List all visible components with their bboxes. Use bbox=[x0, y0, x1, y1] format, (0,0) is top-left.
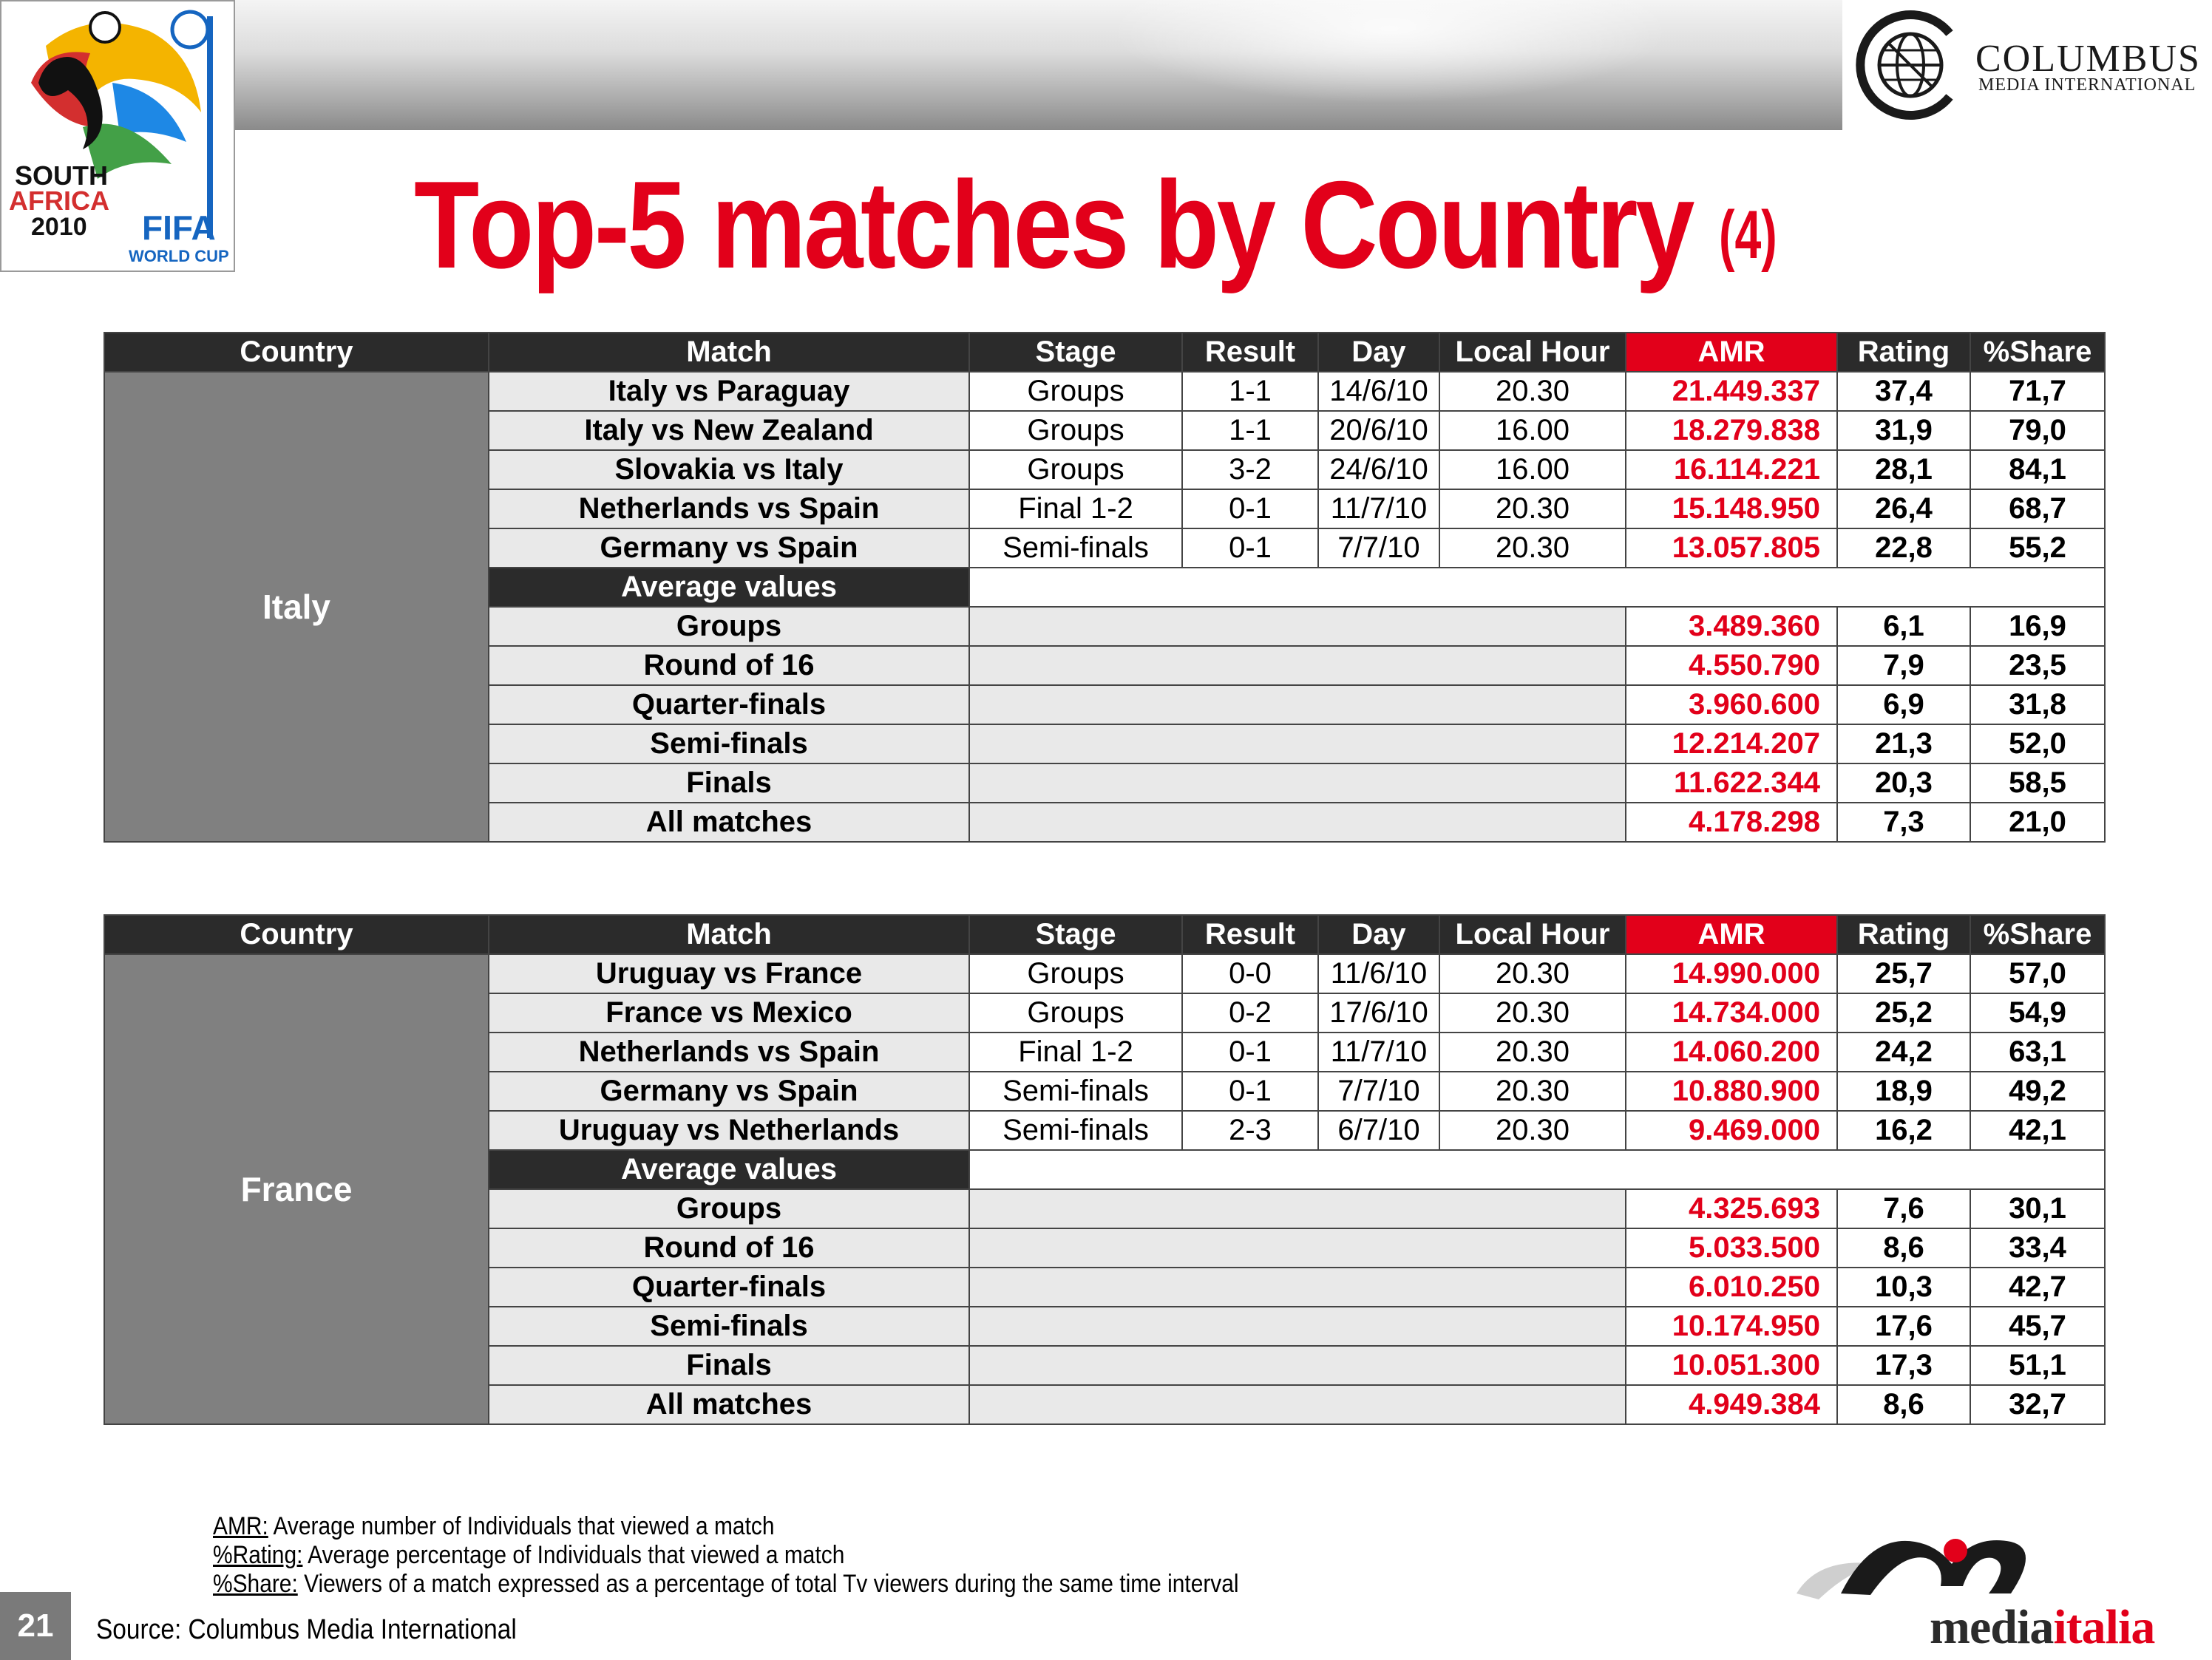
share-cell: 54,9 bbox=[1970, 993, 2105, 1033]
amr-cell: 4.550.790 bbox=[1626, 646, 1837, 685]
rating-cell: 21,3 bbox=[1837, 724, 1970, 763]
amr-cell: 3.960.600 bbox=[1626, 685, 1837, 724]
share-cell: 58,5 bbox=[1970, 763, 2105, 803]
country-cell: Italy bbox=[104, 372, 489, 842]
result-cell: 0-1 bbox=[1182, 1072, 1318, 1111]
rating-cell: 24,2 bbox=[1837, 1033, 1970, 1072]
average-label: Groups bbox=[489, 1189, 969, 1228]
average-label: Finals bbox=[489, 1346, 969, 1385]
mediaitalia-wordmark bbox=[1930, 1599, 2154, 1656]
average-spacer bbox=[969, 1228, 1626, 1268]
rating-cell: 25,7 bbox=[1837, 954, 1970, 993]
hour-cell: 20.30 bbox=[1439, 528, 1626, 568]
col-day: Day bbox=[1318, 333, 1439, 372]
rating-cell: 7,3 bbox=[1837, 803, 1970, 842]
amr-cell: 4.178.298 bbox=[1626, 803, 1837, 842]
amr-cell: 12.214.207 bbox=[1626, 724, 1837, 763]
stage-cell: Final 1-2 bbox=[969, 489, 1182, 528]
match-cell: Netherlands vs Spain bbox=[489, 1033, 969, 1072]
share-cell: 71,7 bbox=[1970, 372, 2105, 411]
world-cup-logo bbox=[0, 0, 235, 272]
header-swoosh bbox=[1109, 0, 1671, 103]
col-rating: Rating bbox=[1837, 915, 1970, 954]
blank-cell bbox=[969, 1150, 2105, 1189]
title-main: Top-5 matches by Country bbox=[414, 155, 1693, 294]
amr-cell: 14.734.000 bbox=[1626, 993, 1837, 1033]
globe-icon bbox=[1842, 0, 1968, 130]
share-cell: 31,8 bbox=[1970, 685, 2105, 724]
amr-cell: 14.060.200 bbox=[1626, 1033, 1837, 1072]
col-stage: Stage bbox=[969, 915, 1182, 954]
stage-cell: Semi-finals bbox=[969, 1072, 1182, 1111]
share-cell: 49,2 bbox=[1970, 1072, 2105, 1111]
col-rating: Rating bbox=[1837, 333, 1970, 372]
day-cell: 11/7/10 bbox=[1318, 489, 1439, 528]
table-row bbox=[104, 372, 2105, 411]
page-title bbox=[414, 154, 1893, 316]
col-local-hour: Local Hour bbox=[1439, 915, 1626, 954]
share-cell: 32,7 bbox=[1970, 1385, 2105, 1424]
average-spacer bbox=[969, 1268, 1626, 1307]
share-cell: 55,2 bbox=[1970, 528, 2105, 568]
rating-cell: 10,3 bbox=[1837, 1268, 1970, 1307]
logo-south-text: SOUTH bbox=[15, 160, 108, 191]
rating-cell: 6,1 bbox=[1837, 607, 1970, 646]
day-cell: 7/7/10 bbox=[1318, 1072, 1439, 1111]
hour-cell: 20.30 bbox=[1439, 954, 1626, 993]
share-cell: 16,9 bbox=[1970, 607, 2105, 646]
col-stage: Stage bbox=[969, 333, 1182, 372]
definition-text: Viewers of a match expressed as a percentage of total Tv viewers during the same time interval bbox=[297, 1570, 1239, 1598]
hour-cell: 20.30 bbox=[1439, 1111, 1626, 1150]
logo-worldcup-text: WORLD CUP bbox=[129, 247, 229, 265]
amr-cell: 4.949.384 bbox=[1626, 1385, 1837, 1424]
amr-cell: 6.010.250 bbox=[1626, 1268, 1837, 1307]
amr-cell: 10.174.950 bbox=[1626, 1307, 1837, 1346]
day-cell: 6/7/10 bbox=[1318, 1111, 1439, 1150]
stage-cell: Groups bbox=[969, 450, 1182, 489]
stage-cell: Final 1-2 bbox=[969, 1033, 1182, 1072]
rating-cell: 26,4 bbox=[1837, 489, 1970, 528]
stage-cell: Groups bbox=[969, 411, 1182, 450]
source-note: Source: Columbus Media International bbox=[96, 1614, 517, 1645]
columbus-logo bbox=[1842, 0, 2212, 130]
match-cell: Netherlands vs Spain bbox=[489, 489, 969, 528]
col-share: %Share bbox=[1970, 915, 2105, 954]
average-label: All matches bbox=[489, 1385, 969, 1424]
definition-term: AMR: bbox=[213, 1512, 268, 1540]
rating-cell: 20,3 bbox=[1837, 763, 1970, 803]
average-values-label: Average values bbox=[489, 568, 969, 607]
hour-cell: 20.30 bbox=[1439, 1033, 1626, 1072]
brand-subtitle: MEDIA INTERNATIONAL bbox=[1978, 75, 2196, 95]
average-label: Quarter-finals bbox=[489, 685, 969, 724]
match-cell: Italy vs Paraguay bbox=[489, 372, 969, 411]
day-cell: 11/6/10 bbox=[1318, 954, 1439, 993]
average-spacer bbox=[969, 1385, 1626, 1424]
logo-year-text: 2010 bbox=[31, 213, 87, 241]
match-cell: Italy vs New Zealand bbox=[489, 411, 969, 450]
average-label: Quarter-finals bbox=[489, 1268, 969, 1307]
country-cell: France bbox=[104, 954, 489, 1424]
col-share: %Share bbox=[1970, 333, 2105, 372]
result-cell: 0-0 bbox=[1182, 954, 1318, 993]
definition-rating bbox=[213, 1541, 1239, 1570]
rating-cell: 22,8 bbox=[1837, 528, 1970, 568]
average-label: Groups bbox=[489, 607, 969, 646]
average-spacer bbox=[969, 646, 1626, 685]
amr-cell: 13.057.805 bbox=[1626, 528, 1837, 568]
stage-cell: Semi-finals bbox=[969, 1111, 1182, 1150]
match-cell: Germany vs Spain bbox=[489, 528, 969, 568]
logo-africa-text: AFRICA bbox=[9, 186, 109, 216]
share-cell: 42,1 bbox=[1970, 1111, 2105, 1150]
day-cell: 24/6/10 bbox=[1318, 450, 1439, 489]
definition-text: Average percentage of Individuals that viewed a match bbox=[302, 1541, 845, 1569]
hour-cell: 16.00 bbox=[1439, 411, 1626, 450]
col-local-hour: Local Hour bbox=[1439, 333, 1626, 372]
wordmark-italia: italia bbox=[2053, 1600, 2155, 1654]
amr-cell: 9.469.000 bbox=[1626, 1111, 1837, 1150]
average-label: All matches bbox=[489, 803, 969, 842]
header-row bbox=[104, 333, 2105, 372]
average-label: Semi-finals bbox=[489, 1307, 969, 1346]
rating-cell: 37,4 bbox=[1837, 372, 1970, 411]
match-cell: Germany vs Spain bbox=[489, 1072, 969, 1111]
average-label: Finals bbox=[489, 763, 969, 803]
average-values-label: Average values bbox=[489, 1150, 969, 1189]
col-amr: AMR bbox=[1626, 333, 1837, 372]
result-cell: 0-1 bbox=[1182, 489, 1318, 528]
average-spacer bbox=[969, 607, 1626, 646]
stage-cell: Groups bbox=[969, 993, 1182, 1033]
rating-cell: 25,2 bbox=[1837, 993, 1970, 1033]
rating-cell: 8,6 bbox=[1837, 1228, 1970, 1268]
share-cell: 42,7 bbox=[1970, 1268, 2105, 1307]
col-result: Result bbox=[1182, 915, 1318, 954]
wordmark-media: media bbox=[1930, 1600, 2054, 1654]
definitions bbox=[213, 1512, 1239, 1599]
definition-amr bbox=[213, 1512, 1239, 1541]
share-cell: 23,5 bbox=[1970, 646, 2105, 685]
result-cell: 0-1 bbox=[1182, 528, 1318, 568]
amr-cell: 15.148.950 bbox=[1626, 489, 1837, 528]
logo-fifa-text: FIFA bbox=[142, 208, 216, 247]
day-cell: 14/6/10 bbox=[1318, 372, 1439, 411]
col-result: Result bbox=[1182, 333, 1318, 372]
definition-text: Average number of Individuals that viewed a match bbox=[268, 1512, 775, 1540]
share-cell: 51,1 bbox=[1970, 1346, 2105, 1385]
definition-term: %Rating: bbox=[213, 1541, 303, 1569]
rating-cell: 7,9 bbox=[1837, 646, 1970, 685]
brand-name: COLUMBUS bbox=[1975, 38, 2201, 80]
share-cell: 21,0 bbox=[1970, 803, 2105, 842]
france-table bbox=[104, 914, 2106, 1425]
average-spacer bbox=[969, 1307, 1626, 1346]
average-spacer bbox=[969, 1189, 1626, 1228]
amr-cell: 5.033.500 bbox=[1626, 1228, 1837, 1268]
share-cell: 33,4 bbox=[1970, 1228, 2105, 1268]
match-cell: Uruguay vs Netherlands bbox=[489, 1111, 969, 1150]
stage-cell: Groups bbox=[969, 954, 1182, 993]
day-cell: 7/7/10 bbox=[1318, 528, 1439, 568]
hour-cell: 20.30 bbox=[1439, 489, 1626, 528]
amr-cell: 14.990.000 bbox=[1626, 954, 1837, 993]
italy-table bbox=[104, 332, 2106, 843]
amr-cell: 11.622.344 bbox=[1626, 763, 1837, 803]
result-cell: 0-1 bbox=[1182, 1033, 1318, 1072]
day-cell: 20/6/10 bbox=[1318, 411, 1439, 450]
table-row bbox=[104, 954, 2105, 993]
col-match: Match bbox=[489, 333, 969, 372]
amr-cell: 10.880.900 bbox=[1626, 1072, 1837, 1111]
rating-cell: 31,9 bbox=[1837, 411, 1970, 450]
title-suffix: (4) bbox=[1719, 197, 1777, 273]
definition-term: %Share: bbox=[213, 1570, 298, 1598]
rating-cell: 18,9 bbox=[1837, 1072, 1970, 1111]
rating-cell: 6,9 bbox=[1837, 685, 1970, 724]
hour-cell: 20.30 bbox=[1439, 372, 1626, 411]
rating-cell: 8,6 bbox=[1837, 1385, 1970, 1424]
amr-cell: 3.489.360 bbox=[1626, 607, 1837, 646]
hour-cell: 16.00 bbox=[1439, 450, 1626, 489]
day-cell: 11/7/10 bbox=[1318, 1033, 1439, 1072]
share-cell: 30,1 bbox=[1970, 1189, 2105, 1228]
result-cell: 0-2 bbox=[1182, 993, 1318, 1033]
result-cell: 1-1 bbox=[1182, 372, 1318, 411]
amr-cell: 21.449.337 bbox=[1626, 372, 1837, 411]
col-country: Country bbox=[104, 915, 489, 954]
result-cell: 3-2 bbox=[1182, 450, 1318, 489]
result-cell: 1-1 bbox=[1182, 411, 1318, 450]
rating-cell: 17,6 bbox=[1837, 1307, 1970, 1346]
stage-cell: Groups bbox=[969, 372, 1182, 411]
amr-cell: 10.051.300 bbox=[1626, 1346, 1837, 1385]
mediaitalia-m-icon bbox=[1789, 1512, 2174, 1608]
col-amr: AMR bbox=[1626, 915, 1837, 954]
stage-cell: Semi-finals bbox=[969, 528, 1182, 568]
share-cell: 45,7 bbox=[1970, 1307, 2105, 1346]
average-spacer bbox=[969, 685, 1626, 724]
average-label: Round of 16 bbox=[489, 646, 969, 685]
share-cell: 84,1 bbox=[1970, 450, 2105, 489]
average-spacer bbox=[969, 763, 1626, 803]
blank-cell bbox=[969, 568, 2105, 607]
definition-share bbox=[213, 1570, 1239, 1599]
share-cell: 57,0 bbox=[1970, 954, 2105, 993]
hour-cell: 20.30 bbox=[1439, 993, 1626, 1033]
mediaitalia-logo bbox=[1789, 1512, 2174, 1660]
hour-cell: 20.30 bbox=[1439, 1072, 1626, 1111]
match-cell: France vs Mexico bbox=[489, 993, 969, 1033]
share-cell: 79,0 bbox=[1970, 411, 2105, 450]
rating-cell: 28,1 bbox=[1837, 450, 1970, 489]
share-cell: 63,1 bbox=[1970, 1033, 2105, 1072]
average-label: Semi-finals bbox=[489, 724, 969, 763]
header-row bbox=[104, 915, 2105, 954]
day-cell: 17/6/10 bbox=[1318, 993, 1439, 1033]
col-match: Match bbox=[489, 915, 969, 954]
average-spacer bbox=[969, 803, 1626, 842]
average-label: Round of 16 bbox=[489, 1228, 969, 1268]
amr-cell: 4.325.693 bbox=[1626, 1189, 1837, 1228]
match-cell: Uruguay vs France bbox=[489, 954, 969, 993]
rating-cell: 17,3 bbox=[1837, 1346, 1970, 1385]
rating-cell: 16,2 bbox=[1837, 1111, 1970, 1150]
rating-cell: 7,6 bbox=[1837, 1189, 1970, 1228]
average-spacer bbox=[969, 724, 1626, 763]
share-cell: 68,7 bbox=[1970, 489, 2105, 528]
col-day: Day bbox=[1318, 915, 1439, 954]
result-cell: 2-3 bbox=[1182, 1111, 1318, 1150]
amr-cell: 18.279.838 bbox=[1626, 411, 1837, 450]
share-cell: 52,0 bbox=[1970, 724, 2105, 763]
average-spacer bbox=[969, 1346, 1626, 1385]
amr-cell: 16.114.221 bbox=[1626, 450, 1837, 489]
col-country: Country bbox=[104, 333, 489, 372]
page-number: 21 bbox=[0, 1592, 71, 1660]
match-cell: Slovakia vs Italy bbox=[489, 450, 969, 489]
